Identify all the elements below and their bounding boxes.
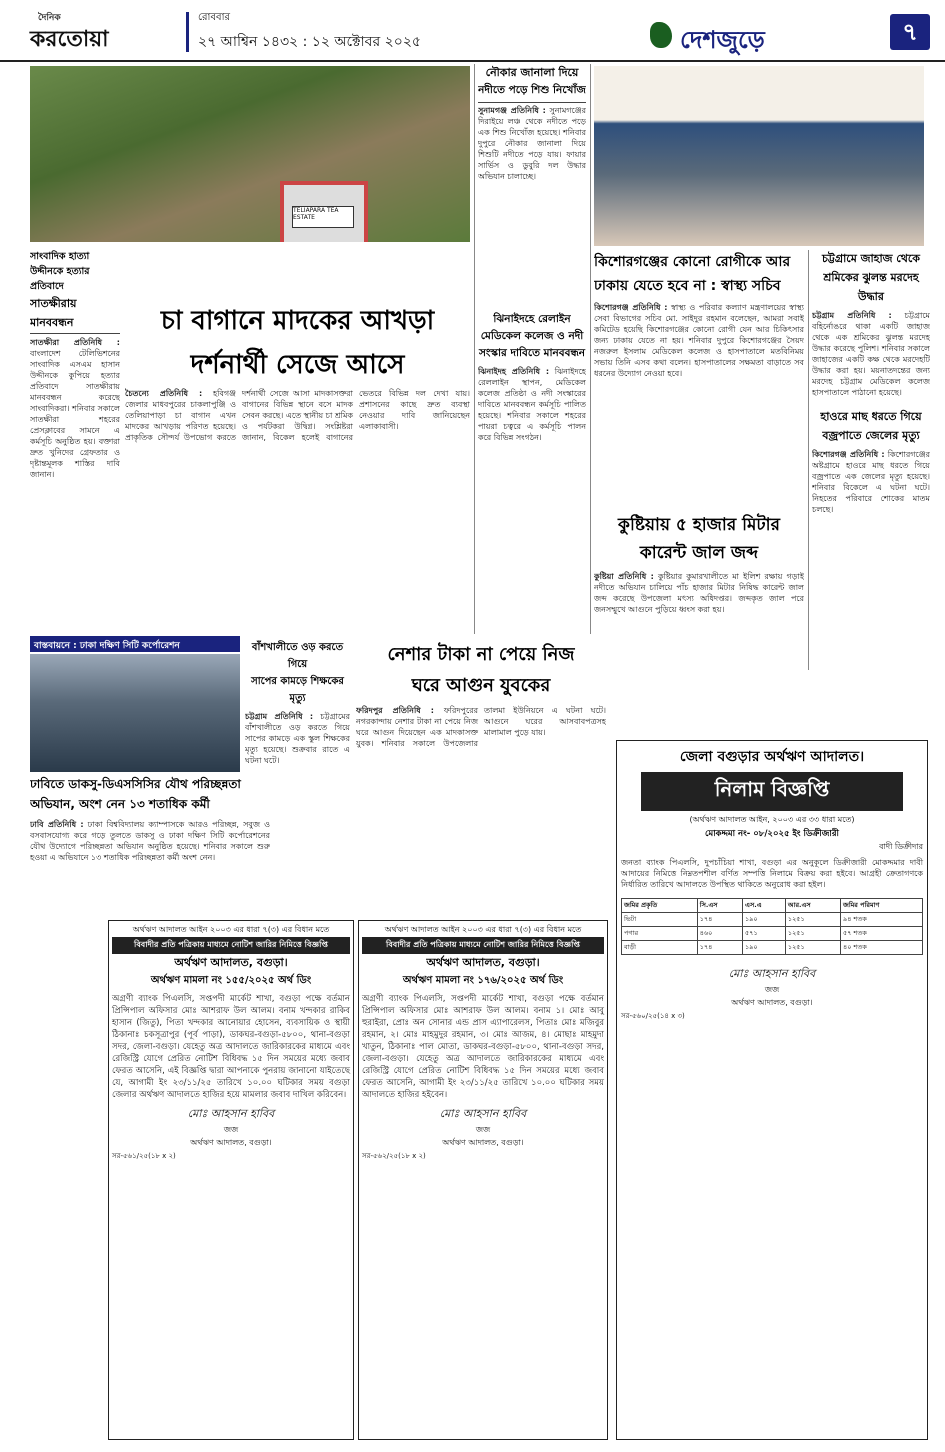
fisher-body: কিশোরগঞ্জের অষ্টগ্রামে হাওরে মাছ ধরতে গিয়ে বজ্রপাতে এক জেলের মৃত্যু হয়েছে। শনিবার বিকেলে এ ঘটনা ঘটে। নিহতের পরিবারে শোকের মাতম চলছে। bbox=[812, 450, 930, 514]
auction-office: অর্থঋণ আদালত, বগুড়া। bbox=[731, 998, 813, 1007]
table-row bbox=[622, 927, 923, 941]
satkhira-byline: সাতক্ষীরা প্রতিনিধি : bbox=[30, 338, 120, 347]
notice1-ref: সর-৫৬১/২৫(১৮ x ২) bbox=[112, 1152, 176, 1160]
auction-party: বাদী ডিক্রীদার bbox=[879, 842, 923, 851]
ctg-title: চট্টগ্রামে জাহাজ থেকে bbox=[821, 252, 921, 265]
table-row bbox=[622, 913, 923, 927]
gate-sign: TELIAPARA TEA ESTATE bbox=[292, 206, 354, 228]
satkhira-caption: সাংবাদিক হাত্যা উদ্দীনকে হত্যার প্রতিবাদে bbox=[30, 251, 90, 292]
kishore-byline: কিশোরগঞ্জ প্রতিনিধি : bbox=[594, 303, 668, 312]
jhenaidah-byline: ঝিনাইদহ প্রতিনিধি : bbox=[478, 367, 550, 376]
auction-body: জনতা ব্যাংক পিএলসি, দুপচাঁচিয়া শাখা, বগুড়া এর অনুকূলে ডিক্রীজারী মোকদ্দমার দাবী আদায়ের নিমিত্তে নিম্নতপশীল বর্ণিত সম্পত্তি নিলামে বিক্রয় করা হইবে। আগ্রহী ক্রেতাগণকে নির্ধারিত তারিখে আদালতে উপস্থিত থাকিতে অনুরোধ করা হইল। bbox=[621, 858, 923, 889]
child-byline: সুনামগঞ্জ প্রতিনিধি : bbox=[478, 106, 546, 115]
ctg-story bbox=[812, 250, 930, 570]
auction-sig-role: জজ bbox=[764, 985, 780, 994]
dhaka-body: ঢাকা বিশ্ববিদ্যালয় ক্যাম্পাসকে আরও পরিচ্ছন্ন, সবুজ ও বসবাসযোগ্য করে গড়ে তুলতে ডাকসু ও ঢাকা দক্ষিণ সিটি কর্পোরেশনের যৌথ উদ্যোগে পরিচ্ছন্নতা অভিযান অনুষ্ঠিত হয়েছে। শনিবার সকালে শুরু হওয়া এ অভিযানে ১৩ শতাধিক পরিচ্ছন্নতা কর্মী অংশ নেন। bbox=[30, 820, 270, 862]
table-cell: ৫৭ শতক bbox=[841, 927, 923, 941]
tea-headline-block bbox=[125, 300, 470, 380]
jhenaidah-story bbox=[478, 312, 586, 632]
fire-story bbox=[356, 640, 606, 840]
satkhira-body: বাংলাদেশ টেলিভিশনের সাংবাদিক এসএম হাসান উদ্দীনকে কুপিয়ে হত্যার প্রতিবাদে সাতক্ষীরায় মানববন্ধন করেছে সাংবাদিকরা। শনিবার সকালে সাতক্ষীরা শহরের প্রেসক্লাবের সামনে এ কর্মসূচি অনুষ্ঠিত হয়। বক্তারা দ্রুত খুনিদের গ্রেফতার ও দৃষ্টান্তমূলক শাস্তির দাবি জানান। bbox=[30, 349, 120, 479]
jhenaidah-title3: সংস্কার দাবিতে মানববন্ধন bbox=[478, 347, 586, 359]
table-cell: ১৯০ bbox=[743, 941, 786, 955]
satkhira-title: সাতক্ষীরায় মানববন্ধন bbox=[30, 295, 120, 334]
table-cell: ভিটা bbox=[622, 913, 698, 927]
auction-schedule-table bbox=[621, 898, 923, 955]
column-rule bbox=[808, 250, 809, 670]
cleanup-photo bbox=[30, 654, 240, 772]
ctg-title3: উদ্ধার bbox=[858, 290, 884, 303]
table-cell: ১৭৪ bbox=[697, 913, 742, 927]
bangladesh-map-icon bbox=[650, 22, 672, 48]
table-cell: ৯৪ শতক bbox=[841, 913, 923, 927]
tea-garden-photo bbox=[30, 66, 470, 242]
fisher-title: হাওরে মাছ ধরতে গিয়ে bbox=[820, 410, 922, 423]
kushtia-story bbox=[594, 512, 804, 672]
auction-case: মোকদ্দমা নং- ০৮/২০২৫ ইং ডিক্রীজারী bbox=[705, 829, 839, 839]
table-row bbox=[622, 941, 923, 955]
kishore-headline: কিশোরগঞ্জের কোনো রোগীকে আর bbox=[594, 254, 791, 270]
logo-tagline: দৈনিক bbox=[38, 13, 61, 23]
notice2-act: অর্থঋণ আদালত আইন ২০০৩ এর ধারা ৭(৩) এর বিধান মতে bbox=[384, 925, 582, 934]
table-cell: ১২৫১ bbox=[785, 913, 840, 927]
jhenaidah-body: ঝিনাইদহে রেললাইন স্থাপন, মেডিকেল কলেজ প্রতিষ্ঠা ও নদী সংস্কারের দাবিতে মানববন্ধন কর্মসূচি পালিত হয়েছে। শনিবার সকালে শহরের পায়রা চত্বরে এ কর্মসূচি পালন করে বিভিন্ন সংগঠন। bbox=[478, 367, 586, 442]
masthead-separator bbox=[186, 12, 189, 52]
notice1-sig-role: জজ bbox=[223, 1125, 239, 1134]
child-title2: নদীতে পড়ে শিশু নিখোঁজ bbox=[478, 83, 586, 103]
satkhira-story bbox=[30, 250, 120, 630]
kushtia-headline: কুষ্টিয়ায় ৫ হাজার মিটার bbox=[618, 515, 780, 535]
dhaka-banner bbox=[30, 636, 240, 652]
fire-headline: নেশার টাকা না পেয়ে নিজ bbox=[387, 644, 575, 665]
table-cell: ১২৫১ bbox=[785, 927, 840, 941]
notice2-signature: মোঃ আহসান হাবিব bbox=[439, 1107, 527, 1120]
fire-body: ফরিদপুরের নগরকান্দায় নেশার টাকা না পেয়ে নিজ ঘরে আগুন দিয়েছেন এক মাদকাসক্ত যুবক। শনিবার সকালে উপজেলার তালমা ইউনিয়নে এ ঘটনা ঘটে। আগুনে ঘরের আসবাবপত্রসহ মালামাল পুড়ে যায়। bbox=[356, 706, 606, 748]
table-header-cell: জমির প্রকৃতি bbox=[622, 899, 698, 913]
kishore-body: স্বাস্থ্য ও পরিবার কল্যাণ মন্ত্রণালয়ের স্বাস্থ্য সেবা বিভাগের সচিব মো. সাইদুর রহমান বলেছেন, আমরা সবাই কমিটেড হয়েছি কিশোরগঞ্জের কোনো রোগী যেন আর চিকিৎসার জন্য ঢাকায় যেতে না হয়। শনিবার দুপুরে কিশোরগঞ্জের সৈয়দ নজরুল ইসলাম মেডিকেল কলেজ ও হাসপাতালে মতবিনিময় সভায় তিনি এসব কথা বলেন। হাসপাতালের সক্ষমতা বাড়াতে সব ধরনের উদ্যোগ নেওয়া হবে। bbox=[594, 303, 804, 378]
notice2-case: অর্থঋণ মামলা নং ১৭৬/২০২৫ অর্থ ডিং bbox=[402, 975, 564, 986]
auction-ref: সর-৫৬০/২৫(১৪ x ৩) bbox=[621, 1012, 685, 1020]
court-notice-2 bbox=[358, 920, 608, 1440]
court-notice-1 bbox=[108, 920, 354, 1440]
masthead bbox=[0, 0, 945, 62]
dhaka-headline: ঢাবিতে ডাকসু-ডিএসসিসির যৌথ পরিচ্ছন্নতা bbox=[30, 777, 241, 791]
ctg-byline: চট্টগ্রাম প্রতিনিধি : bbox=[812, 311, 892, 320]
notice2-banner: বিবাদীর প্রতি পত্রিকায় মাধ্যমে নোটিশ জারির নিমিত্তে বিজ্ঞপ্তি bbox=[362, 937, 604, 954]
auction-signature: মোঃ আহসান হাবিব bbox=[728, 967, 816, 980]
table-row bbox=[622, 899, 923, 913]
auction-court: জেলা বগুড়ার অর্থঋণ আদালত। bbox=[679, 749, 865, 765]
notice1-court: অর্থঋণ আদালত, বগুড়া। bbox=[174, 956, 288, 969]
table-cell: বাড়ী bbox=[622, 941, 698, 955]
dhaka-banner-text: বাস্তবায়নে : ঢাকা দক্ষিণ সিটি কর্পোরেশন bbox=[30, 636, 240, 652]
table-cell: ১৯০ bbox=[743, 913, 786, 927]
table-cell: ১৭৪ bbox=[697, 941, 742, 955]
notice1-office: অর্থঋণ আদালত, বগুড়া। bbox=[190, 1138, 272, 1147]
column-rule bbox=[590, 64, 591, 634]
table-cell: ১২৫১ bbox=[785, 941, 840, 955]
tea-headline: চা বাগানে মাদকের আখড়া bbox=[160, 306, 435, 336]
snake-byline: চট্টগ্রাম প্রতিনিধি : bbox=[245, 712, 314, 721]
table-cell: পগার bbox=[622, 927, 698, 941]
tea-byline: চৈতন্যে প্রতিনিধি : bbox=[125, 389, 203, 398]
snake-body: চট্টগ্রামের বাঁশখালীতে ওড় করতে গিয়ে সাপের কামড়ে এক স্কুল শিক্ষকের মৃত্যু হয়েছে। শুক্রবার রাতে এ ঘটনা ঘটে। bbox=[245, 712, 350, 765]
table-cell: ৫৭১ bbox=[743, 927, 786, 941]
child-story bbox=[478, 64, 586, 306]
kushtia-body: কুষ্টিয়ার কুমারখালীতে মা ইলিশ রক্ষায় গড়াই নদীতে অভিযান চালিয়ে পাঁচ হাজার মিটার নিষিদ্ধ কারেন্ট জাল জব্দ করেছে উপজেলা মৎস্য অধিদপ্তর। জব্দকৃত জাল পরে জনসম্মুখে আগুনে পুড়িয়ে ধ্বংস করা হয়। bbox=[594, 572, 804, 614]
auction-title: নিলাম বিজ্ঞপ্তি bbox=[641, 772, 903, 811]
notice2-office: অর্থঋণ আদালত, বগুড়া। bbox=[442, 1138, 524, 1147]
table-header-cell: জমির পরিমাণ bbox=[841, 899, 923, 913]
tea-body-block bbox=[125, 388, 470, 628]
jhenaidah-title: ঝিনাইদহে রেলাইন bbox=[493, 313, 571, 325]
kushtia-headline2: কারেন্ট জাল জব্দ bbox=[639, 543, 759, 563]
dhaka-story bbox=[30, 776, 270, 916]
notice1-body: অগ্রণী ব্যাংক পিএলসি, সপ্তপদী মার্কেট শাখা, বগুড়া পক্ষে বর্তমান প্রিন্সিপাল অফিসার মোঃ আশরাফ উল আলম। বনাম খন্দকার রাকিব হাসান (জিতু), পিতা খন্দকার আনোয়ার হোসেন, ব্যবসায়িক ও স্থায়ী ঠিকানাঃ চকসূত্রাপুর (পূর্ব পাড়া), ডাকঘর-বগুড়া-৫৮০০, থানা-বগুড়া সদর, জেলা-বগুড়া। যেহেতু অত্র আদালতে জারিকারকের মাধ্যমে এবং রেজিস্ট্রি যোগে প্রেরিত নোটিশ বিধিবদ্ধ ১৫ দিন সময়ের মধ্যে জবাব ফেরত আসেনি, এই বিজ্ঞপ্তি দ্বারা আপনাকে পুনরায় জানানো যাইতেছে যে, আগামী ইং ২৩/১১/২৫ তারিখে ১০.০০ ঘটিকার সময় বগুড়া জেলার অর্থঋণ আদালতে হাজির হয়ে মামলার জবাব দাখিল করিবেন। bbox=[112, 994, 350, 1100]
ctg-body: চট্টগ্রামে বহির্নোঙরে থাকা একটি জাহাজ থেকে এক শ্রমিকের ঝুলন্ত মরদেহ উদ্ধার করেছে পুলিশ। শনিবার সকালে জাহাজের একটি কক্ষ থেকে মরদেহটি উদ্ধার করা হয়। ময়নাতদন্তের জন্য মরদেহ চট্টগ্রাম মেডিকেল কলেজ হাসপাতালে পাঠানো হয়েছে। bbox=[812, 311, 930, 397]
weekday: রোববার bbox=[198, 12, 230, 23]
kishore-headline2: ঢাকায় যেতে হবে না : স্বাস্থ্য সচিব bbox=[594, 278, 781, 294]
table-cell: ৪০ শতক bbox=[841, 941, 923, 955]
notice1-act: অর্থঋণ আদালত আইন ২০০৩ এর ধারা ৭(৩) এর বিধান মতে bbox=[132, 925, 330, 934]
table-header-cell: এস.এ bbox=[743, 899, 786, 913]
jhenaidah-title2: মেডিকেল কলেজ ও নদী bbox=[480, 330, 584, 342]
fisher-title2: বজ্রপাতে জেলের মৃত্যু bbox=[822, 429, 920, 442]
notice1-banner: বিবাদীর প্রতি পত্রিকায় মাধ্যমে নোটিশ জারির নিমিত্তে বিজ্ঞপ্তি bbox=[112, 937, 350, 954]
table-header-cell: আর.এস bbox=[785, 899, 840, 913]
page-number: ৭ bbox=[890, 14, 930, 50]
dhaka-byline: ঢাবি প্রতিনিধি : bbox=[30, 820, 84, 829]
snake-title2: সাপের কামড়ে শিক্ষকের মৃত্যু bbox=[251, 676, 344, 704]
ctg-title2: শ্রমিকের ঝুলন্ত মরদেহ bbox=[823, 271, 919, 284]
notice2-sig-role: জজ bbox=[475, 1125, 491, 1134]
auction-act: (অর্থঋণ আদালত আইন, ২০০৩ এর ৩৩ ধারা মতে) bbox=[689, 815, 855, 824]
column-rule bbox=[474, 64, 475, 634]
notice2-court: অর্থঋণ আদালত, বগুড়া। bbox=[426, 956, 540, 969]
issue-date: ২৭ আশ্বিন ১৪৩২ : ১২ অক্টোবর ২০২৫ bbox=[198, 34, 422, 50]
tea-headline2: দর্শনার্থী সেজে আসে bbox=[190, 350, 405, 380]
table-cell: ৪৬০ bbox=[697, 927, 742, 941]
child-body: সুনামগঞ্জের দিরাইয়ে লঞ্চ থেকে নদীতে পড়ে এক শিশু নিখোঁজ হয়েছে। শনিবার দুপুরে নৌকার জানালা দিয়ে শিশুটি নদীতে পড়ে যায়। ফায়ার সার্ভিস ও ডুবুরি দল উদ্ধার অভিযান চালাচ্ছে। bbox=[478, 106, 586, 181]
tea-body: হবিগঞ্জ জেলার মাধবপুরের চাকলাপুঞ্জি ও তেলিয়াপাড়া চা বাগান এখন মাদকের আখড়ায় পরিণত হয়েছে। প্রাকৃতিক সৌন্দর্য উপভোগ করতে দর্শনার্থী সেজে আসা মাদকাসক্তরা বাগানের বিভিন্ন স্থানে বসে মাদক সেবন করছে। এতে স্থানীয় চা শ্রমিক ও পর্যটকরা উদ্বিগ্ন। সংশ্লিষ্টরা জানান, বিকেল হলেই বাগানের ভেতরে বিভিন্ন দল দেখা যায়। প্রশাসনের কাছে দ্রুত ব্যবস্থা নেওয়ার দাবি জানিয়েছেন এলাকাবাসী। bbox=[125, 389, 470, 442]
fisher-byline: কিশোরগঞ্জ প্রতিনিধি : bbox=[812, 450, 885, 459]
fire-byline: ফরিদপুর প্রতিনিধি : bbox=[356, 706, 434, 715]
notice2-body: অগ্রণী ব্যাংক পিএলসি, সপ্তপদী মার্কেট শাখা, বগুড়া পক্ষে বর্তমান প্রিন্সিপাল অফিসার মোঃ আশরাফ উল আলম। বনাম ১। মোঃ আবু হুরাইরা, প্রোঃ অন সোনার এন্ড প্রাস এ্যাপারেলস, পিতাঃ মোঃ মজিবুর রহমান, ২। মোঃ মাহমুদুর রহমান, ৩। মোঃ আজম, ৪। মোছাঃ মাহমুদা খাতুন, ঠিকানাঃ পাল মোতা, ডাকঘর-বগুড়া-৫৮০০, থানা-বগুড়া সদর, জেলা-বগুড়া। যেহেতু অত্র আদালতে জারিকারকের মাধ্যমে এবং রেজিস্ট্রি যোগে প্রেরিত নোটিশ বিধিবদ্ধ ১৫ দিন সময়ের মধ্যে জবাব ফেরত আসেনি, আগামী ইং ২৩/১১/২৫ তারিখে ১০.০০ ঘটিকার সময় আদালতে হাজির হইবেন। bbox=[362, 994, 604, 1100]
kishore-story bbox=[594, 250, 804, 508]
fire-headline2: ঘরে আগুন যুবকের bbox=[411, 675, 551, 696]
notice1-case: অর্থঋণ মামলা নং ১৫৫/২০২৫ অর্থ ডিং bbox=[150, 975, 312, 986]
notice2-ref: সর-৫৬২/২৫(১৮ x ২) bbox=[362, 1152, 426, 1160]
newspaper-logo: করতোয়া bbox=[30, 27, 109, 52]
child-title: নৌকার জানালা দিয়ে bbox=[485, 66, 579, 79]
snake-title: বাঁশখালীতে ওড় করতে গিয়ে bbox=[251, 642, 344, 670]
table-header-cell: সি.এস bbox=[697, 899, 742, 913]
kushtia-byline: কুষ্টিয়া প্রতিনিধি : bbox=[594, 572, 654, 581]
auction-notice bbox=[616, 740, 928, 1440]
dhaka-headline2: অভিযান, অংশ নেন ১৩ শতাধিক কর্মী bbox=[30, 797, 210, 811]
meeting-photo bbox=[594, 66, 924, 246]
notice1-signature: মোঃ আহসান হাবিব bbox=[187, 1107, 275, 1120]
section-title: দেশজুড়ে bbox=[680, 26, 765, 54]
